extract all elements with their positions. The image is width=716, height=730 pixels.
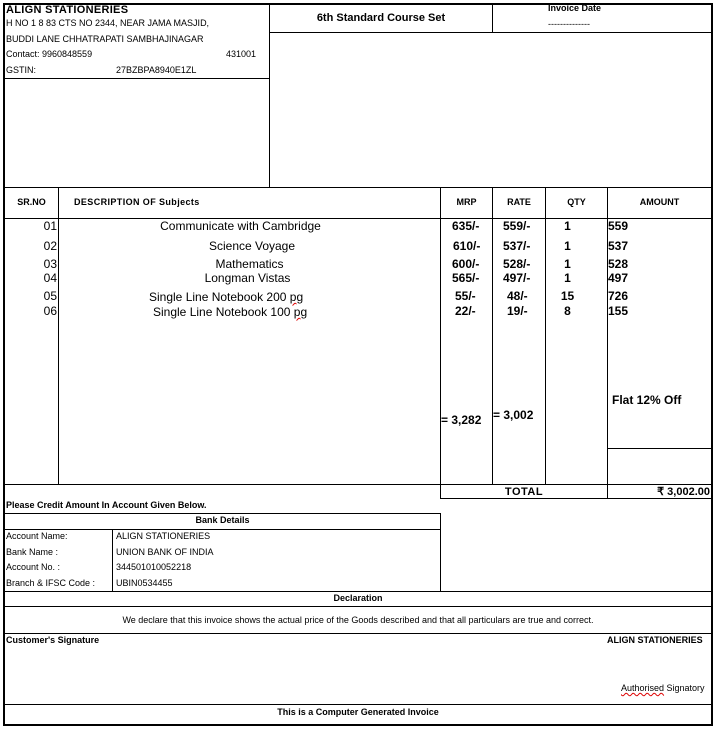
header-description: DESCRIPTION OF Subjects bbox=[74, 197, 200, 207]
header-mrp: MRP bbox=[456, 197, 477, 207]
signature-company: ALIGN STATIONERIES bbox=[607, 635, 703, 645]
seller-address-line2: BUDDI LANE CHHATRAPATI SAMBHAJINAGAR bbox=[6, 34, 204, 44]
account-no-label: Account No. : bbox=[6, 562, 61, 572]
row-description-tail: pg bbox=[293, 305, 308, 319]
header-amount: AMOUNT bbox=[639, 197, 680, 207]
seller-pincode: 431001 bbox=[226, 49, 257, 59]
seller-address-line1: H NO 1 8 83 CTS NO 2344, NEAR JAMA MASJID, bbox=[6, 18, 210, 28]
row-mrp: 565/- bbox=[452, 271, 480, 285]
border-right bbox=[711, 3, 713, 726]
row-srno: 01 bbox=[43, 219, 57, 233]
total-label: TOTAL bbox=[504, 486, 544, 498]
col-line-3 bbox=[492, 187, 493, 485]
header-rate: RATE bbox=[507, 197, 531, 207]
signatory-word: Signatory bbox=[664, 683, 705, 693]
authorised-signatory bbox=[621, 684, 705, 693]
signature-top-line bbox=[4, 633, 712, 634]
ifsc-label: Branch & IFSC Code : bbox=[6, 578, 96, 588]
date-divider bbox=[492, 4, 493, 33]
row-rate: 497/- bbox=[503, 271, 531, 285]
row-srno: 02 bbox=[43, 239, 57, 253]
row-rate: 19/- bbox=[507, 304, 528, 318]
declaration-text: We declare that this invoice shows the actual price of the Goods described and that all particulars are true and correct. bbox=[122, 615, 594, 625]
invoice-title: 6th Standard Course Set bbox=[316, 12, 446, 24]
table-top-line bbox=[4, 187, 712, 188]
gstin-label: GSTIN: bbox=[6, 65, 37, 75]
row-qty: 8 bbox=[564, 304, 571, 318]
row-rate: 559/- bbox=[503, 219, 531, 233]
row-srno: 06 bbox=[43, 304, 57, 318]
invoice-date-value: -------------- bbox=[548, 19, 590, 29]
invoice-date-label: Invoice Date bbox=[548, 3, 602, 13]
row-description: Longman Vistas bbox=[204, 271, 291, 285]
row-description-main: Single Line Notebook 200 bbox=[149, 290, 290, 304]
credit-note: Please Credit Amount In Account Given Below. bbox=[6, 500, 207, 510]
row-description: Communicate with Cambridge bbox=[160, 219, 321, 233]
total-value: ₹ 3,002.00 bbox=[657, 486, 710, 498]
row-srno: 04 bbox=[43, 271, 57, 285]
col-line-5 bbox=[607, 187, 608, 499]
row-amount: 528 bbox=[608, 257, 629, 271]
header-qty: QTY bbox=[567, 197, 586, 207]
row-qty: 1 bbox=[564, 219, 571, 233]
seller-bottom-line bbox=[4, 78, 270, 79]
border-bottom bbox=[3, 724, 713, 726]
gstin-value: 27BZBPA8940E1ZL bbox=[116, 65, 197, 75]
footer-top-line bbox=[4, 704, 712, 705]
bank-line-2 bbox=[4, 529, 441, 530]
bank-right-line bbox=[440, 513, 441, 592]
row-qty: 15 bbox=[560, 289, 575, 303]
row-rate: 48/- bbox=[507, 289, 528, 303]
rate-total: = 3,002 bbox=[493, 408, 534, 422]
row-description bbox=[149, 291, 303, 303]
total-bottom-line bbox=[440, 498, 712, 499]
customer-signature-label: Customer's Signature bbox=[6, 635, 100, 645]
header-srno: SR.NO bbox=[17, 197, 46, 207]
account-no-value: 344501010052218 bbox=[116, 562, 192, 572]
row-qty: 1 bbox=[564, 257, 571, 271]
row-srno: 05 bbox=[43, 289, 57, 303]
declaration-line bbox=[4, 606, 712, 607]
row-mrp: 22/- bbox=[455, 304, 476, 318]
row-amount: 559 bbox=[608, 219, 629, 233]
bank-line-1 bbox=[4, 513, 441, 514]
authorised-word: Authorised bbox=[621, 683, 665, 693]
account-name-value: ALIGN STATIONERIES bbox=[116, 531, 211, 541]
discount-note: Flat 12% Off bbox=[612, 393, 682, 407]
title-bottom-line bbox=[269, 32, 712, 33]
declaration-heading: Declaration bbox=[333, 593, 383, 603]
bank-col-line bbox=[112, 529, 113, 592]
row-qty: 1 bbox=[564, 239, 571, 253]
row-description-tail: pg bbox=[289, 290, 304, 304]
table-header-line bbox=[4, 218, 712, 219]
row-amount: 155 bbox=[608, 304, 629, 318]
account-name-label: Account Name: bbox=[6, 531, 68, 541]
bank-name-label: Bank Name : bbox=[6, 547, 59, 557]
row-mrp: 610/- bbox=[453, 239, 481, 253]
row-rate: 537/- bbox=[503, 239, 531, 253]
seller-name: ALIGN STATIONERIES bbox=[6, 4, 129, 16]
row-description bbox=[153, 306, 307, 318]
row-amount: 537 bbox=[608, 239, 629, 253]
row-amount: 497 bbox=[608, 271, 629, 285]
row-qty: 1 bbox=[564, 271, 571, 285]
col-line-2 bbox=[440, 187, 441, 499]
row-mrp: 55/- bbox=[455, 289, 476, 303]
row-srno: 03 bbox=[43, 257, 57, 271]
row-description-main: Single Line Notebook 100 bbox=[153, 305, 294, 319]
table-bottom-line bbox=[4, 484, 712, 485]
bank-name-value: UNION BANK OF INDIA bbox=[116, 547, 214, 557]
row-amount: 726 bbox=[608, 289, 629, 303]
footer-note: This is a Computer Generated Invoice bbox=[277, 707, 439, 717]
row-mrp: 635/- bbox=[452, 219, 480, 233]
ifsc-value: UBIN0534455 bbox=[116, 578, 173, 588]
seller-contact: Contact: 9960848559 bbox=[6, 49, 93, 59]
bank-bottom-line bbox=[4, 591, 712, 592]
bank-heading: Bank Details bbox=[195, 515, 250, 525]
row-description: Science Voyage bbox=[208, 239, 296, 253]
row-rate: 528/- bbox=[503, 257, 531, 271]
row-mrp: 600/- bbox=[452, 257, 480, 271]
amount-subline bbox=[607, 448, 712, 449]
mrp-total: = 3,282 bbox=[441, 413, 482, 427]
row-description: Mathematics bbox=[215, 257, 284, 271]
